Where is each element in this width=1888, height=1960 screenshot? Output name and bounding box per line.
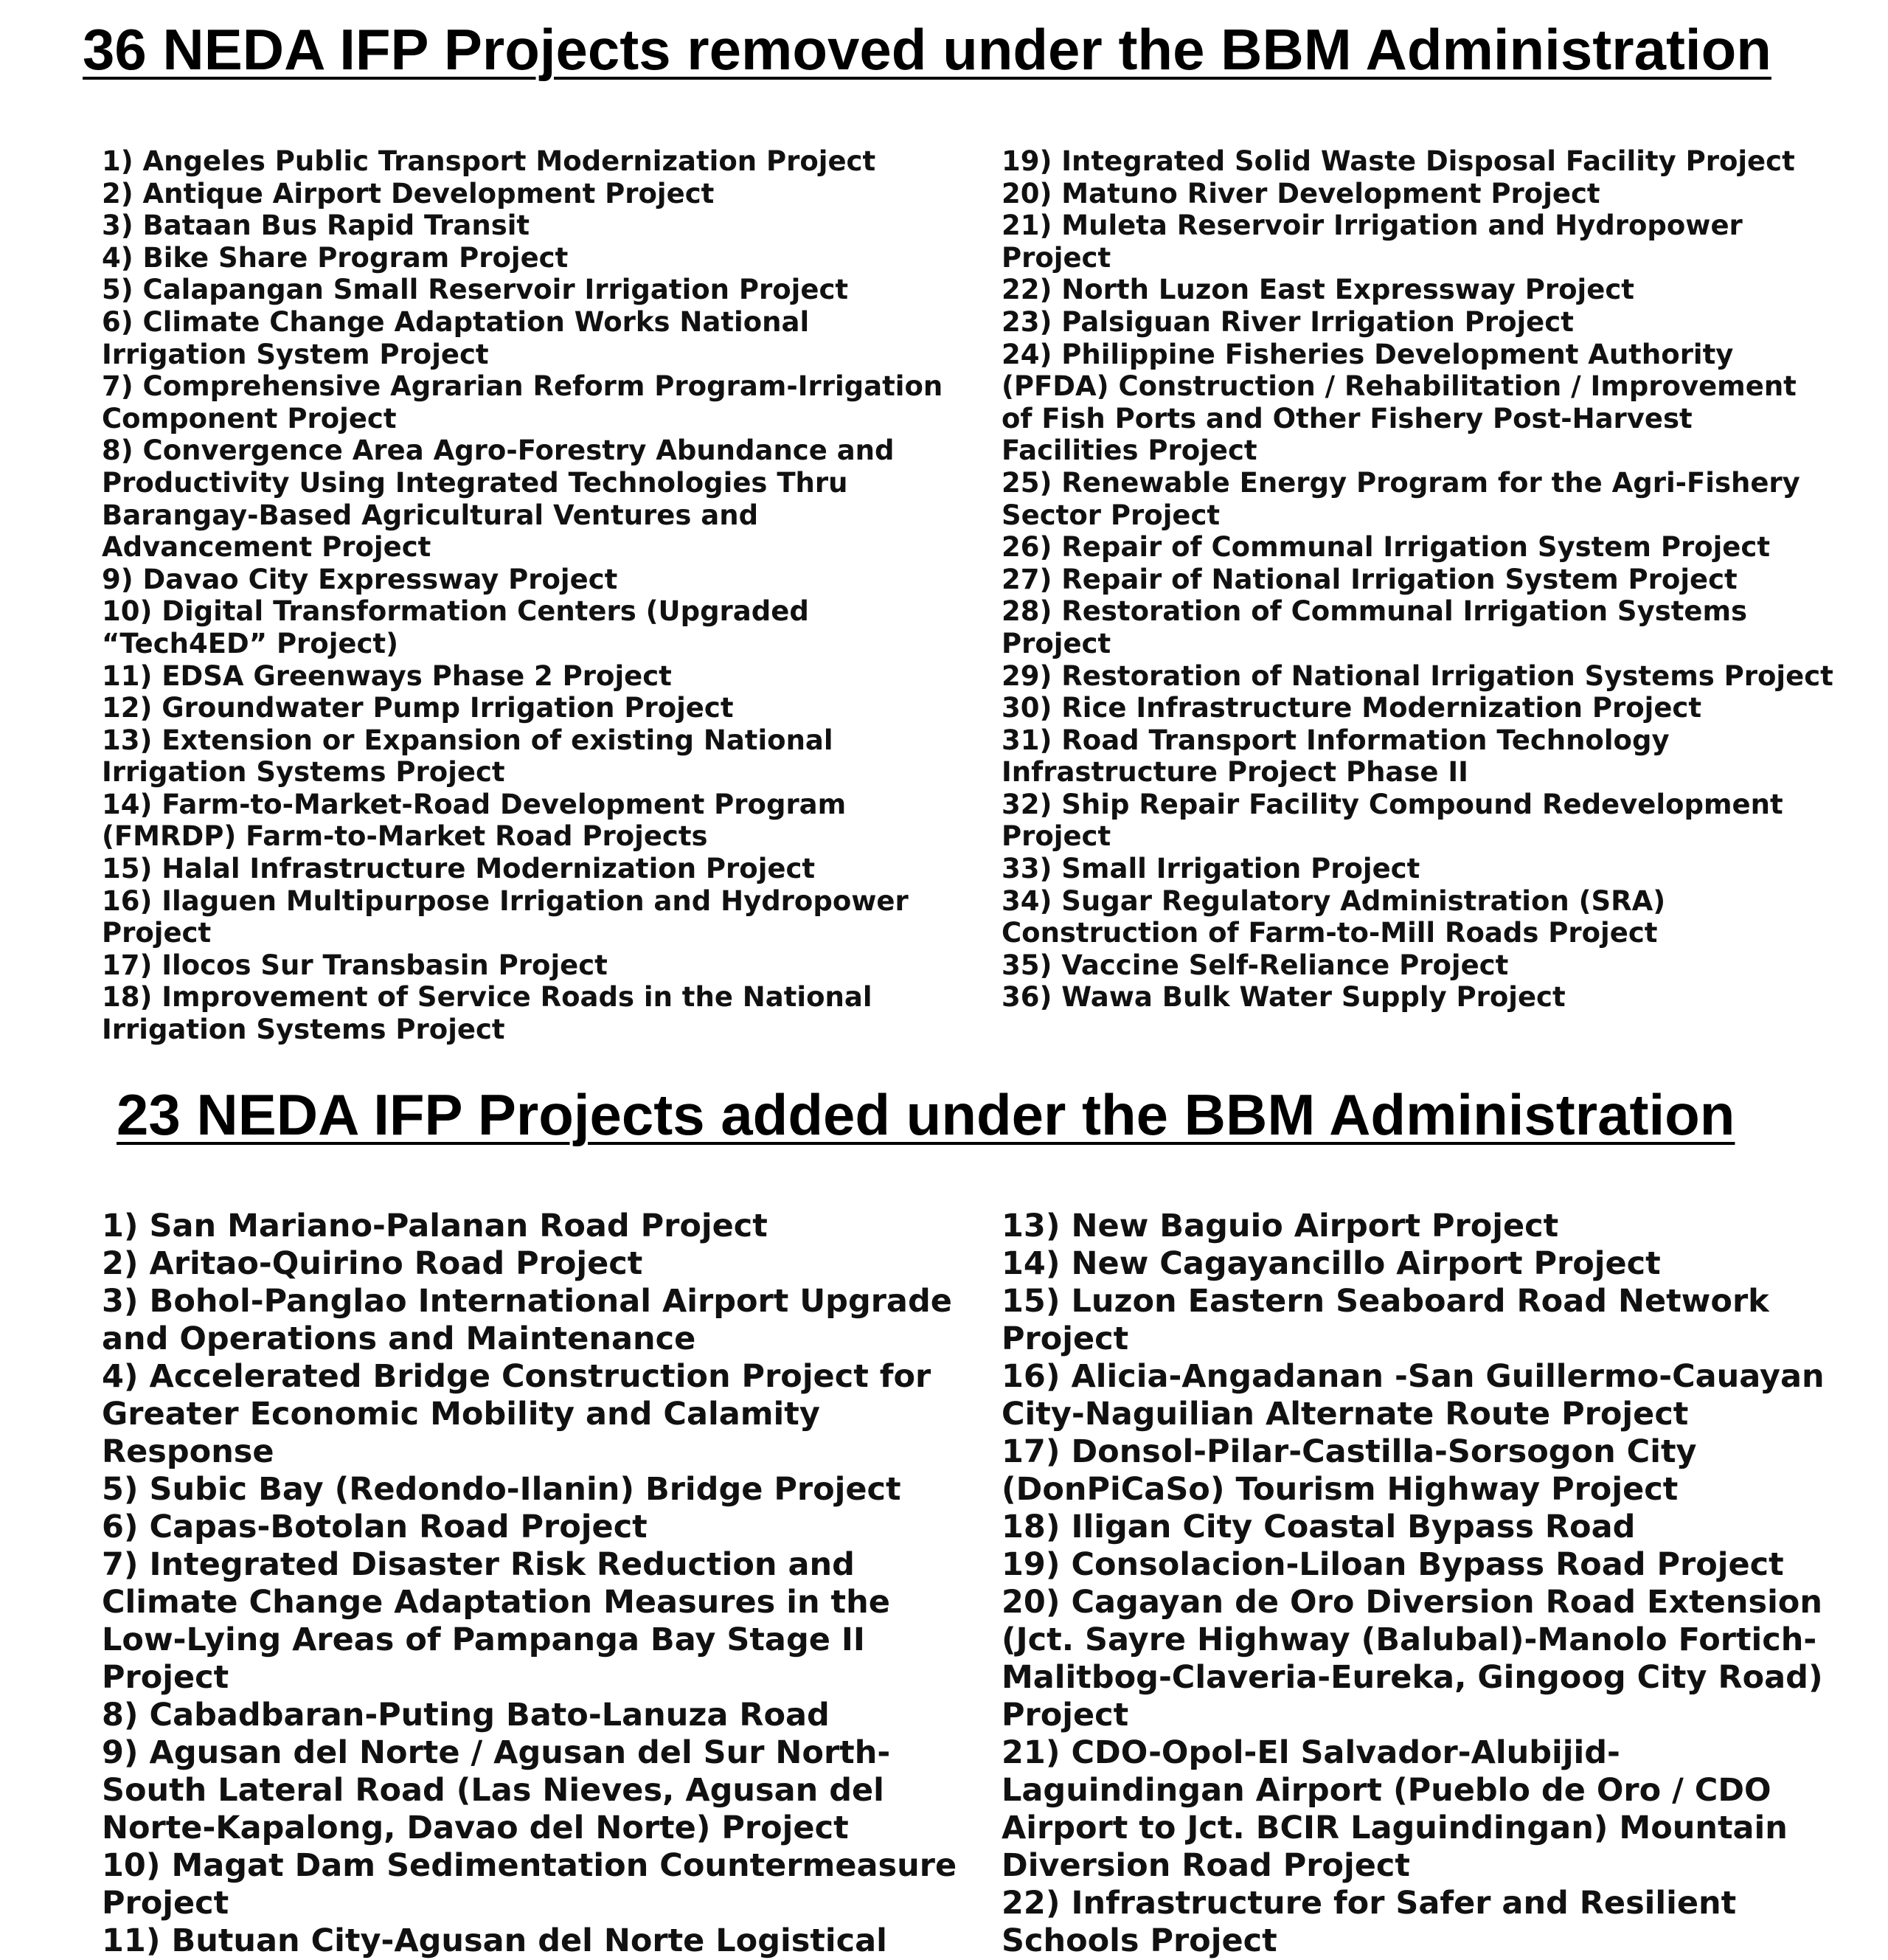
project-item: 5) Subic Bay (Redondo-Ilanin) Bridge Project xyxy=(102,1471,901,1508)
added-list-right xyxy=(1002,1208,1850,1960)
project-item: 3) Bataan Bus Rapid Transit xyxy=(102,209,530,242)
project-item: 34) Sugar Regulatory Administration (SRA) Construction of Farm-to-Mill Roads Project xyxy=(1002,884,1666,949)
project-item: 10) Digital Transformation Centers (Upgraded “Tech4ED” Project) xyxy=(102,595,809,659)
project-item: 19) Integrated Solid Waste Disposal Facility Project xyxy=(1002,145,1795,177)
project-item: 16) Ilaguen Multipurpose Irrigation and Hydropower Project xyxy=(102,884,909,949)
project-item: 30) Rice Infrastructure Modernization Project xyxy=(1002,692,1702,724)
project-item: 13) New Baguio Airport Project xyxy=(1002,1208,1559,1244)
project-item: 12) Groundwater Pump Irrigation Project xyxy=(102,692,734,724)
project-item: 28) Restoration of Communal Irrigation Systems Project xyxy=(1002,595,1748,659)
project-item: 5) Calapangan Small Reservoir Irrigation Project xyxy=(102,274,849,306)
project-item: 1) Angeles Public Transport Modernization Project xyxy=(102,145,876,177)
project-item: 18) Improvement of Service Roads in the National Irrigation Systems Project xyxy=(102,981,872,1046)
removed-list-left xyxy=(102,145,950,1046)
project-item: 25) Renewable Energy Program for the Agri-Fishery Sector Project xyxy=(1002,466,1800,531)
project-item: 11) Butuan City-Agusan del Norte Logistical xyxy=(102,1922,887,1959)
project-item: 14) Farm-to-Market-Road Development Program (FMRDP) Farm-to-Market Road Projects xyxy=(102,788,847,853)
project-item: 19) Consolacion-Liloan Bypass Road Project xyxy=(1002,1546,1784,1583)
project-item: 21) Muleta Reservoir Irrigation and Hydropower Project xyxy=(1002,209,1743,274)
added-heading: 23 NEDA IFP Projects added under the BBM Administration xyxy=(117,1082,1735,1147)
project-item: 6) Capas-Botolan Road Project xyxy=(102,1509,648,1545)
project-item: 3) Bohol-Panglao International Airport Upgrade and Operations and Maintenance xyxy=(102,1283,952,1357)
project-item: 27) Repair of National Irrigation System Project xyxy=(1002,563,1738,595)
removed-list-right xyxy=(1002,145,1835,1014)
project-item: 32) Ship Repair Facility Compound Redevelopment Project xyxy=(1002,788,1783,853)
project-item: 20) Cagayan de Oro Diversion Road Extension (Jct. Sayre Highway (Balubal)-Manolo Fortich-Malitbog-Claveria-Eureka, Gingoog City Road) Project xyxy=(1002,1584,1823,1734)
project-item: 24) Philippine Fisheries Development Authority (PFDA) Construction / Rehabilitation / Improvement of Fish Ports and Other Fishery Post-Harvest Facilities Project xyxy=(1002,338,1797,467)
project-item: 26) Repair of Communal Irrigation System Project xyxy=(1002,531,1771,564)
project-item: 18) Iligan City Coastal Bypass Road xyxy=(1002,1509,1636,1545)
project-item: 7) Integrated Disaster Risk Reduction and Climate Change Adaptation Measures in the Low-Lying Areas of Pampanga Bay Stage II Project xyxy=(102,1546,890,1696)
project-item: 15) Halal Infrastructure Modernization Project xyxy=(102,853,816,885)
project-item: 20) Matuno River Development Project xyxy=(1002,177,1600,209)
project-item: 22) Infrastructure for Safer and Resilient Schools Project xyxy=(1002,1885,1737,1959)
project-item: 35) Vaccine Self-Reliance Project xyxy=(1002,949,1509,981)
project-item: 8) Cabadbaran-Puting Bato-Lanuza Road xyxy=(102,1697,830,1734)
project-item: 10) Magat Dam Sedimentation Countermeasure Project xyxy=(102,1847,957,1922)
project-item: 1) San Mariano-Palanan Road Project xyxy=(102,1208,768,1244)
project-item: 23) Palsiguan River Irrigation Project xyxy=(1002,305,1574,338)
project-item: 11) EDSA Greenways Phase 2 Project xyxy=(102,659,672,692)
project-item: 9) Agusan del Norte / Agusan del Sur North-South Lateral Road (Las Nieves, Agusan del Norte-Kapalong, Davao del Norte) Project xyxy=(102,1734,891,1846)
project-item: 2) Aritao-Quirino Road Project xyxy=(102,1245,643,1282)
project-item: 16) Alicia-Angadanan -San Guillermo-Cauayan City-Naguilian Alternate Route Project xyxy=(1002,1358,1825,1433)
project-item: 2) Antique Airport Development Project xyxy=(102,177,715,209)
project-item: 4) Accelerated Bridge Construction Project for Greater Economic Mobility and Calamity Response xyxy=(102,1358,931,1470)
project-item: 17) Ilocos Sur Transbasin Project xyxy=(102,949,608,981)
project-item: 13) Extension or Expansion of existing National Irrigation Systems Project xyxy=(102,724,833,789)
project-item: 22) North Luzon East Expressway Project xyxy=(1002,274,1634,306)
project-item: 36) Wawa Bulk Water Supply Project xyxy=(1002,981,1566,1014)
project-item: 31) Road Transport Information Technology Infrastructure Project Phase II xyxy=(1002,724,1670,789)
project-item: 33) Small Irrigation Project xyxy=(1002,853,1420,885)
project-item: 14) New Cagayancillo Airport Project xyxy=(1002,1245,1661,1282)
removed-heading: 36 NEDA IFP Projects removed under the BBM Administration xyxy=(83,17,1771,82)
project-item: 7) Comprehensive Agrarian Reform Program-Irrigation Component Project xyxy=(102,370,943,434)
project-item: 17) Donsol-Pilar-Castilla-Sorsogon City (DonPiCaSo) Tourism Highway Project xyxy=(1002,1433,1697,1508)
project-item: 15) Luzon Eastern Seaboard Road Network Project xyxy=(1002,1283,1769,1357)
project-item: 21) CDO-Opol-El Salvador-Alubijid-Laguindingan Airport (Pueblo de Oro / CDO Airport to Jct. BCIR Laguindingan) Mountain Diversion Road Project xyxy=(1002,1734,1788,1884)
project-item: 6) Climate Change Adaptation Works National Irrigation System Project xyxy=(102,305,810,370)
project-item: 8) Convergence Area Agro-Forestry Abundance and Productivity Using Integrated Technologies Thru Barangay-Based Agricultural Ventures and Advancement Project xyxy=(102,434,895,564)
project-item: 4) Bike Share Program Project xyxy=(102,241,569,274)
project-item: 9) Davao City Expressway Project xyxy=(102,563,618,595)
added-list-left xyxy=(102,1208,957,1960)
project-item: 29) Restoration of National Irrigation Systems Project xyxy=(1002,659,1833,692)
